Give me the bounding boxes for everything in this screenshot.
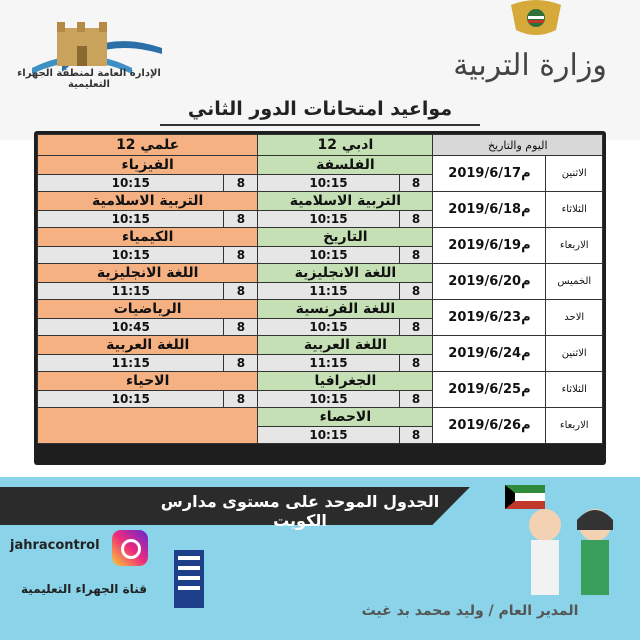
science-time: 10:15 <box>38 391 224 408</box>
science-subject: الكيمياء <box>38 228 258 247</box>
arts-time: 11:15 <box>258 355 399 372</box>
science-subject: الاحياء <box>38 372 258 391</box>
exam-day: الاربعاء <box>546 408 603 444</box>
arts-time: 11:15 <box>258 283 399 300</box>
arts-subject: اللغة العربية <box>258 336 433 355</box>
exam-day: الثلاثاء <box>546 372 603 408</box>
arts-subject: الاحصاء <box>258 408 433 427</box>
exam-day: الاربعاء <box>546 228 603 264</box>
exam-date: 2019/6/25م <box>433 372 546 408</box>
arts-subject: الفلسفة <box>258 156 433 175</box>
channel-book-icon <box>172 548 206 610</box>
table-row <box>38 156 603 175</box>
science-time: 11:15 <box>38 355 224 372</box>
science-empty <box>38 408 258 444</box>
instagram-handle[interactable]: jahracontrol <box>10 538 100 553</box>
table-row <box>38 264 603 283</box>
science-period: 8 <box>224 391 258 408</box>
science-period: 8 <box>224 175 258 192</box>
science-subject: الفيزياء <box>38 156 258 175</box>
arts-subject: اللغة الفرنسية <box>258 300 433 319</box>
header-arts: 12 ادبي <box>258 135 433 156</box>
table-row <box>38 228 603 247</box>
science-subject: الرياضيات <box>38 300 258 319</box>
table-row <box>38 408 603 427</box>
table-row <box>38 336 603 355</box>
table-row <box>38 372 603 391</box>
science-time: 10:15 <box>38 211 224 228</box>
arts-time: 10:15 <box>258 319 399 336</box>
exam-day: الاثنين <box>546 336 603 372</box>
science-time: 11:15 <box>38 283 224 300</box>
arts-period: 8 <box>399 175 433 192</box>
arts-subject: التاريخ <box>258 228 433 247</box>
arts-period: 8 <box>399 211 433 228</box>
arts-period: 8 <box>399 355 433 372</box>
arts-period: 8 <box>399 247 433 264</box>
arts-period: 8 <box>399 427 433 444</box>
channel-name: قناة الجهراء التعليمية <box>21 582 147 596</box>
director-name: المدير العام / وليد محمد بد غيث <box>361 603 579 619</box>
exam-date: 2019/6/24م <box>433 336 546 372</box>
instagram-icon-ring <box>121 539 141 559</box>
exam-date: 2019/6/17م <box>433 156 546 192</box>
arts-subject: الجغرافيا <box>258 372 433 391</box>
arts-period: 8 <box>399 283 433 300</box>
left-org-name: الإدارة العامة لمنطقة الجهراء التعليمية <box>17 68 161 90</box>
arts-time: 10:15 <box>258 427 399 444</box>
science-subject: اللغة العربية <box>38 336 258 355</box>
exam-day: الخميس <box>546 264 603 300</box>
arts-period: 8 <box>399 319 433 336</box>
exam-day: الاثنين <box>546 156 603 192</box>
table-row <box>38 300 603 319</box>
science-subject: اللغة الانجليزية <box>38 264 258 283</box>
science-time: 10:45 <box>38 319 224 336</box>
title-underline <box>160 124 480 126</box>
exam-date: 2019/6/19م <box>433 228 546 264</box>
science-period: 8 <box>224 247 258 264</box>
arts-time: 10:15 <box>258 391 399 408</box>
header-day-date: اليوم والتاريخ <box>433 135 603 156</box>
kids-flag-illustration <box>495 480 640 605</box>
exam-date: 2019/6/23م <box>433 300 546 336</box>
exam-date: 2019/6/18م <box>433 192 546 228</box>
arts-time: 10:15 <box>258 175 399 192</box>
science-time: 10:15 <box>38 175 224 192</box>
arts-period: 8 <box>399 391 433 408</box>
exam-day: الاحد <box>546 300 603 336</box>
table-header-row <box>38 135 603 156</box>
science-period: 8 <box>224 211 258 228</box>
arts-subject: التربية الاسلامية <box>258 192 433 211</box>
arts-time: 10:15 <box>258 247 399 264</box>
exam-schedule-table <box>34 131 606 465</box>
science-period: 8 <box>224 355 258 372</box>
arts-time: 10:15 <box>258 211 399 228</box>
arts-subject: اللغة الانجليزية <box>258 264 433 283</box>
science-time: 10:15 <box>38 247 224 264</box>
exam-date: 2019/6/26م <box>433 408 546 444</box>
kuwait-emblem <box>506 0 566 40</box>
slogan-text: الجدول الموحد على مستوى مدارس الكويت <box>160 492 440 530</box>
exam-day: الثلاثاء <box>546 192 603 228</box>
exam-date: 2019/6/20م <box>433 264 546 300</box>
ministry-name: وزارة التربية <box>453 48 607 83</box>
science-period: 8 <box>224 319 258 336</box>
page-title: مواعيد امتحانات الدور الثاني <box>187 98 453 120</box>
header-science: 12 علمي <box>38 135 258 156</box>
science-period: 8 <box>224 283 258 300</box>
science-subject: التربية الاسلامية <box>38 192 258 211</box>
table-row <box>38 192 603 211</box>
